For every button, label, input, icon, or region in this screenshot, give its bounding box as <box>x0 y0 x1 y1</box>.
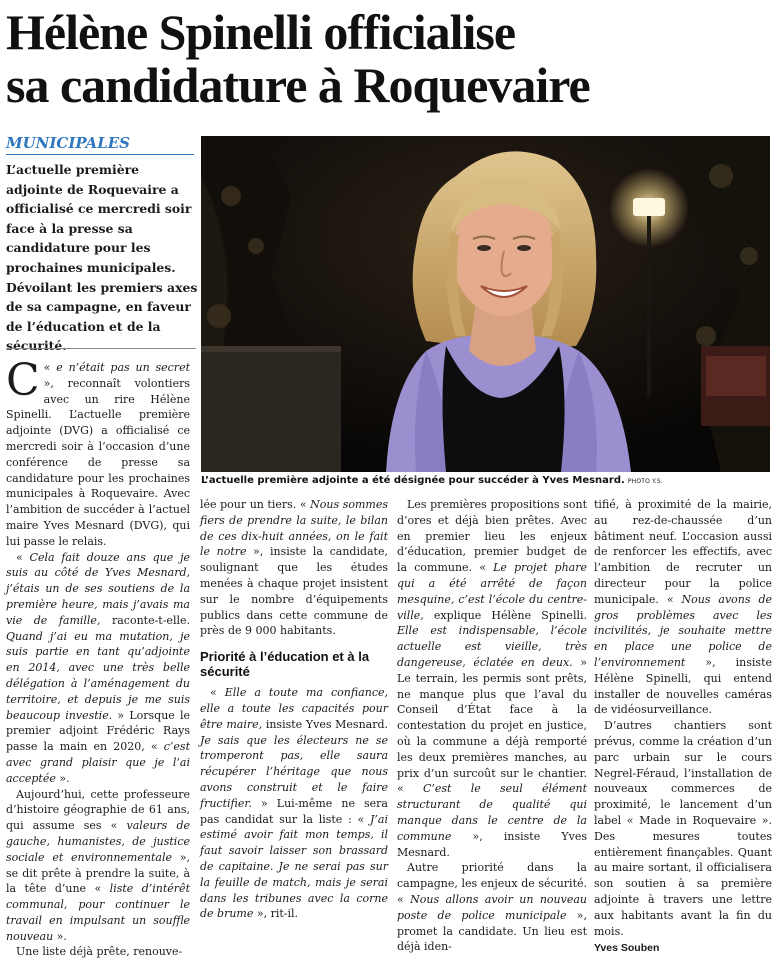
paragraph <box>6 787 190 945</box>
article-column-2 <box>200 497 389 921</box>
text: lée pour un tiers. « <box>200 498 311 511</box>
text: ». <box>55 771 70 785</box>
quote: Elle a toute ma confiance, elle a toute les capacités pour être maire, <box>200 686 388 731</box>
text: Aujourd’hui, cette professeure d’histoire géographie de 61 ans, qui assume ses « <box>6 787 190 833</box>
headline <box>6 6 770 112</box>
paragraph: D’autres chantiers sont prévus, comme la création d’un parc urbain sur le cours Negrel-Féraud, l’installation de nouveaux commerces de proximité, le lancement d’un label « Made in Roquevaire ». Des mesures toutes entièrement finançables. Quant au maire sortant, il officialisera son soutien à sa première adjointe à travers une lettre aux habitants avant la fin du mois. <box>594 719 772 938</box>
text: », insiste Yves Mesnard. <box>397 829 587 859</box>
rubric <box>6 134 194 155</box>
quote: e n’était pas un secret <box>56 361 190 374</box>
quote: Quand j’ai eu ma mutation, je suis partie en tant qu’adjointe en 2014, avec une très belle délégation à l’aménagement du territoire, et depuis je me suis beaucoup investie. <box>6 629 190 722</box>
paragraph <box>397 860 587 955</box>
article-photo <box>201 136 770 472</box>
author-byline: Yves Souben <box>594 942 660 955</box>
portrait-illustration <box>201 136 770 472</box>
quote: J’ai estimé avoir fait mon temps, il faut savoir laisser son brassard de capitaine. Je ne serai pas sur la feuille de match, mais je serai dans les tribunes avec la corne de brume <box>200 812 388 921</box>
subheading: Priorité à l’éducation et à la sécurité <box>200 649 370 680</box>
text: », insiste la candidate, soulignant que les études menées à chaque projet insistent sur le nombre d’équipements publics dans cette commune de près de 9 000 habitants. <box>200 545 388 638</box>
text: ». <box>53 929 67 943</box>
text: » Lui-même ne sera pas candidat sur la liste : « <box>200 796 388 826</box>
quote: Nous allons avoir un nouveau poste de police municipale <box>397 892 587 922</box>
article-column-1 <box>6 355 190 959</box>
photo-caption <box>201 474 770 488</box>
paragraph <box>200 685 388 922</box>
paragraph: C « e n’était pas un secret », reconnaît volontiers avec un rire Hélène Spinelli. L’actuelle première adjointe (DVG) a officialisé ce mercredi soir à l’occasion d’une conférence de presse sa candidature pour les prochaines municipales à Roquevaire. Avec l’ambition de succéder à l’actuel maire Yves Mesnard (DVG), qui lui passe le relais. <box>6 355 190 548</box>
quote: c’est avec grand plaisir que je l’ai acceptée <box>6 740 190 785</box>
paragraph <box>200 497 388 639</box>
quote: C’est le seul élément structurant de qualité qui manque dans le centre de la commune <box>397 782 587 843</box>
text: tifié, à proximité de la mairie, au rez-de-chaussée d’un bâtiment neuf. L’occasion aussi de renforcer les effectifs, avec l’ambition de recruter un directeur pour la police municipale. « <box>594 498 772 606</box>
chapo-lead: L’actuelle première adjointe de Roquevaire a officialisé ce mercredi soir face à la presse sa candidature pour les prochaines municipales. Dévoilant les premiers axes de sa campagne, en faveur de l’éducation et de la sécurité. <box>6 162 198 354</box>
headline-line-1: Hélène Spinelli officialise <box>6 4 516 60</box>
quote: Nous sommes fiers de prendre la suite, le bilan de ces dix-huit années, on le fait le notre <box>200 498 388 559</box>
text: », promet la candidate. Un lieu est déjà iden- <box>397 908 587 954</box>
text: insiste Yves Mesnard. <box>262 717 389 731</box>
paragraph: Une liste déjà prête, renouve- <box>16 945 183 959</box>
text: », reconnaît volontiers avec un rire Hélène Spinelli. L’actuelle première adjointe (DVG) a officialisé ce mercredi soir à l’occasion d’une conférence de presse sa candidature pour les prochaines municipales à Roquevaire. Avec l’ambition de succéder à l’actuel maire Yves Mesnard (DVG), qui lui passe le relais. <box>6 376 190 548</box>
article-column-4 <box>594 497 772 955</box>
paragraph <box>594 497 772 718</box>
quote: Le projet phare qui a été arrêté de façon mesquine, c’est l’école du centre-ville, <box>397 561 587 622</box>
caption-text: L’actuelle première adjointe a été désignée pour succéder à Yves Mesnard. <box>201 475 625 486</box>
text: » Lorsque le premier adjoint Frédéric Rays passe la main en 2020, « <box>6 708 190 754</box>
text: « <box>16 550 30 564</box>
drop-cap: C <box>6 355 40 406</box>
quote: valeurs de gauche, humanistes, de justice sociale et environnementale <box>6 819 190 864</box>
rubric-label: MUNICIPALES <box>6 134 131 152</box>
article-column-3 <box>397 497 587 954</box>
text: Les premières propositions sont d’ores et déjà bien prêtes. Avec en premier lieu les enjeux d’éducation, premier budget de la commune. « <box>397 498 587 575</box>
quote: Elle est indispensable, l’école actuelle est vieille, très dangereuse, éclatée en deux. <box>397 624 587 669</box>
quote: Nous avons de gros problèmes avec les incivilités, je souhaite mettre en place une police de l’environnement <box>594 592 772 669</box>
paragraph <box>6 550 190 787</box>
quote: Je sais que les électeurs ne se tromperont pas, elle saura récupérer l’héritage que nous avons construit et le faire fructifier. <box>200 733 388 810</box>
quote: liste d’intérêt communal, pour continuer le travail en impulsant un souffle nouveau <box>6 882 190 943</box>
headline-line-2: sa candidature à Roquevaire <box>6 57 590 113</box>
chapo-divider <box>6 348 196 349</box>
text: « <box>210 686 225 700</box>
paragraph <box>397 497 587 860</box>
text: », insiste Hélène Spinelli, qui entend installer de nouvelles caméras de vidéosurveillance. <box>594 655 772 717</box>
text: », se dit prête à prendre la suite, à la tête d’une « <box>6 850 190 896</box>
text: explique Hélène Spinelli. <box>423 608 587 622</box>
text: Autre priorité dans la campagne, les enjeux de sécurité. « <box>397 861 587 906</box>
text: » Le terrain, les permis sont prêts, ne manque plus que l’aval du Conseil d’État face à la contestation du projet en justice, où la commune a déjà remporté les deux premières manches, au prix d’un surcoût sur le chantier. « <box>397 655 587 796</box>
text: raconte-t-elle. <box>100 613 190 627</box>
text: », rit-il. <box>253 907 299 921</box>
quote: Cela fait douze ans que je suis au côté de Yves Mesnard, j’étais un de ses soutiens de la première heure, mais j’avais ma vie de famille, <box>6 550 190 627</box>
photo-credit: PHOTO Y.S. <box>627 478 664 485</box>
